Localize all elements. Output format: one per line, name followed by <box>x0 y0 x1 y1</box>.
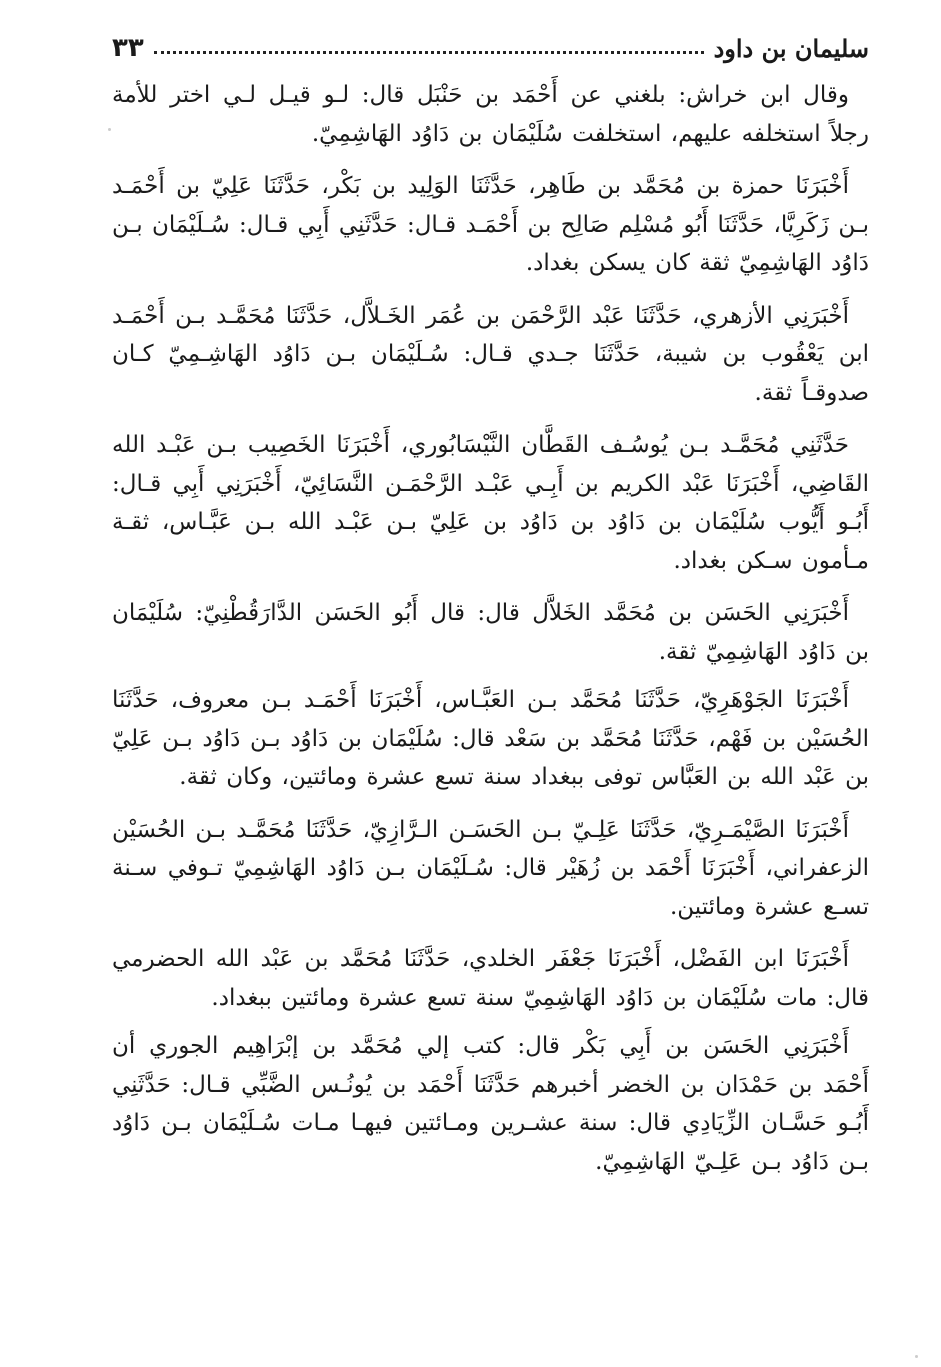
page-body <box>112 76 869 1195</box>
running-title: سليمان بن داود <box>713 33 869 63</box>
paragraph-4: حَدَّثَنِي مُحَمَّـد بـن يُوسُـف القَطَّان النَّيْسَابُوري، أَخْبَرَنَا الخَصِيب بـن عَبْـد الله القَاضِي، أَخْبَرَنَا عَبْد الكريم بن أَبِـي عَبْـد الرَّحْمَـن النَّسَائِيّ، أَخْبَرَنِي أَبِي قـال: أَبُـو أَيُّوب سُلَيْمَان بن دَاوُد بن دَاوُد بن عَلِيّ بـن عَبْـد الله بـن عَبَّـاس، ثقـة مـأمون سـكن بغداد. <box>112 432 869 574</box>
header-dotted-leader <box>154 51 704 54</box>
page-header <box>112 28 869 68</box>
paragraph-2: أَخْبَرَنَا حمزة بن مُحَمَّد بن طَاهِر، حَدَّثَنَا الوَلِيد بن بَكْر، حَدَّثَنَا عَلِيّ بن أَحْمَـد بـن زَكَرِيَّا، حَدَّثَنَا أَبُو مُسْلِم صَالِح بن أَحْمَـد قـال: حَدَّثَنِي أَبِي قـال: سُـلَيْمَان بـن دَاوُد الهَاشِمِيّ ثقة كان يسكن بغداد. <box>112 173 869 276</box>
paragraph-9: أَخْبَرَنِي الحَسَن بن أَبِي بَكْر قال: كتب إلي مُحَمَّد بن إبْرَاهِيم الجوري أن أَحْمَد بن حَمْدَان بن الخضر أخبرهم حَدَّثَنَا أَحْمَد بن يُونُـس الضَّبِّي قـال: حَدَّثَنِي أَبُـو حَسَّـان الزِّيَادِي قال: سنة عشـرين ومـائتين فيهـا مـات سُـلَيْمَان بـن دَاوُد بـن دَاوُد بـن عَلِـيّ الهَاشِمِيّ. <box>112 1033 869 1175</box>
paragraph-8: أَخْبَرَنَا ابن الفَضْل، أَخْبَرَنَا جَعْفَر الخلدي، حَدَّثَنَا مُحَمَّد بن عَبْد الله الحضرمي قال: مات سُلَيْمَان بن دَاوُد الهَاشِمِيّ سنة تسع عشرة ومائتين ببغداد. <box>112 946 869 1011</box>
scan-speck <box>915 1355 918 1358</box>
paragraph-7: أَخْبَرَنَا الصَّيْمَـرِيّ، حَدَّثَنَا عَلِـيّ بـن الحَسَـن الـرَّازِيّ، حَدَّثَنَا مُحَمَّـد بـن الحُسَيْن الزعفراني، أَخْبَرَنَا أَحْمَد بن زُهَيْر قال: سُـلَيْمَان بـن دَاوُد الهَاشِمِيّ تـوفي سـنة تسـع عشرة ومائتين. <box>112 816 869 920</box>
paragraph-6: أَخْبَرَنَا الجَوْهَرِيّ، حَدَّثَنَا مُحَمَّد بـن العَبَّـاس، أَخْبَرَنَا أَحْمَـد بـن معروف، حَدَّثَنَا الحُسَيْن بن فَهْم، حَدَّثَنَا مُحَمَّد بن سَعْد قال: سُلَيْمَان بن دَاوُد بـن دَاوُد بـن عَلِيّ بن عَبْد الله بن العَبَّاس توفى ببغداد سنة تسع عشرة ومائتين، وكان ثقة. <box>112 687 869 790</box>
scan-speck <box>108 128 111 131</box>
paragraph-3: أَخْبَرَنِي الأزهري، حَدَّثَنَا عَبْد الرَّحْمَن بن عُمَر الخَـلاَّل، حَدَّثَنَا مُحَمَّـد بـن أَحْمَـد ابن يَعْقُوب بن شيبة، حَدَّثَنَا جـدي قـال: سُـلَيْمَان بـن دَاوُد الهَاشِـمِيّ كـان صدوقـاً ثقة. <box>112 302 869 406</box>
paragraph-1: وقال ابن خراش: بلغني عن أَحْمَد بن حَنْبَل قال: لـو قيـل لـي اختر للأمة رجلاً استخلفه عليهم، استخلفت سُلَيْمَان بن دَاوُد الهَاشِمِيّ. <box>112 82 869 147</box>
paragraph-5: أَخْبَرَنِي الحَسَن بن مُحَمَّد الخَلاَّل قال: قال أَبُو الحَسَن الدَّارَقُطْنِيّ: سُلَيْمَان بن دَاوُد الهَاشِمِيّ ثقة. <box>112 600 869 665</box>
page-number: ٣٣ <box>112 33 144 63</box>
